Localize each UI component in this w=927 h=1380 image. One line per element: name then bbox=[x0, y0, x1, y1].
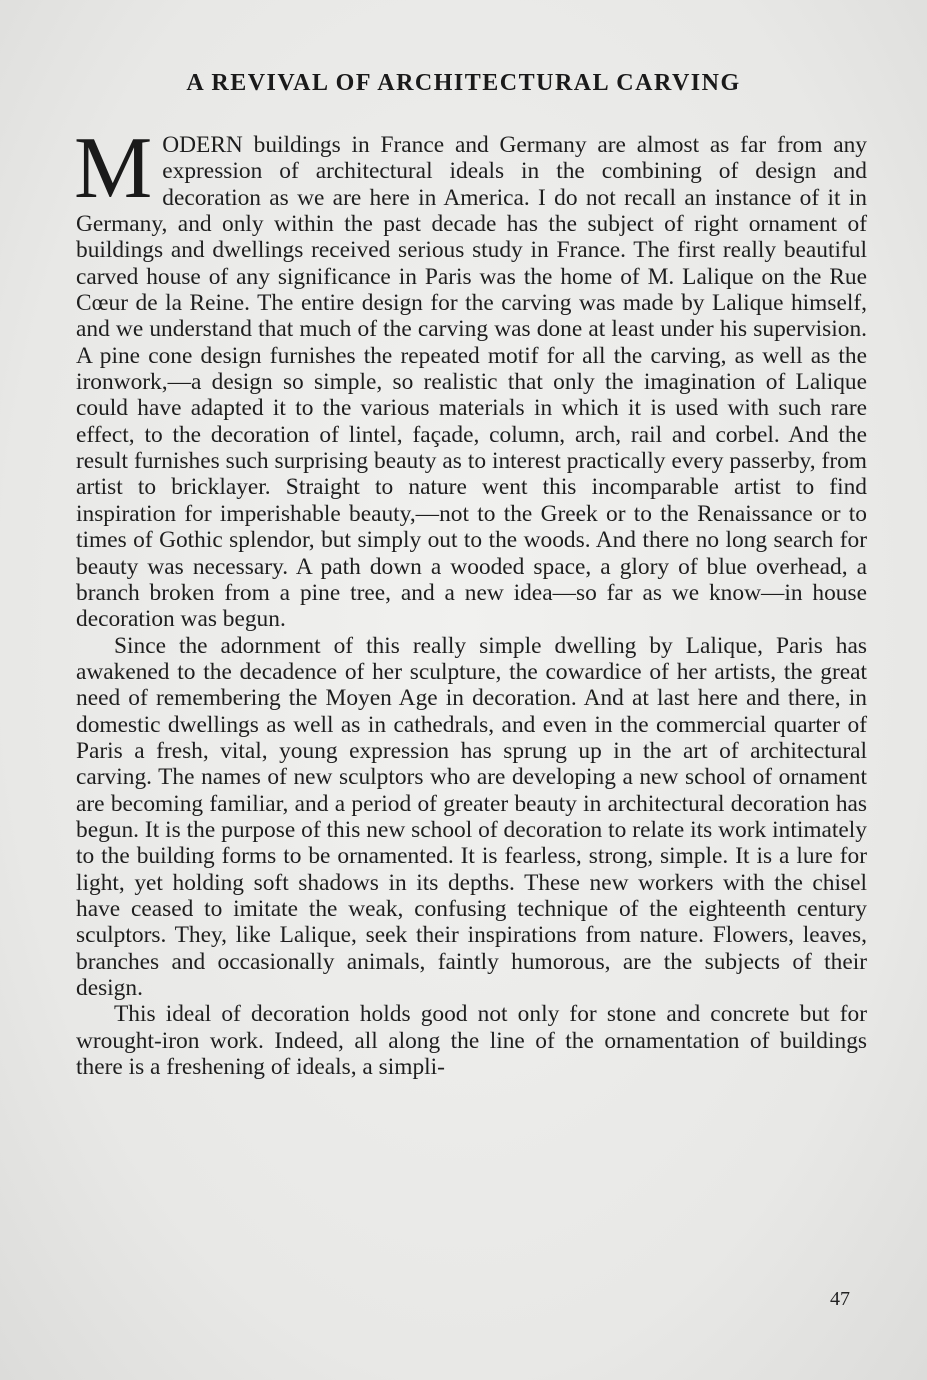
page-number: 47 bbox=[830, 1288, 850, 1310]
drop-cap: M bbox=[74, 120, 153, 217]
article-body bbox=[74, 120, 867, 1081]
paragraph-1 bbox=[74, 120, 867, 633]
paragraph-1-text: ODERN buildings in France and Germany are almost as far from any expression of architectural ideals in the combining of design and decoration as we are here in America. I do not recall an instance of it in Germany, and only within the past decade has the subject of right ornament of buildings and dwellings received serious study in France. The first really beautiful carved house of any significance in Paris was the home of M. Lalique on the Rue Cœur de la Reine. The entire design for the carving was made by Lalique himself, and we understand that much of the carving was done at least under his supervision. A pine cone design furnishes the repeated motif for all the carving, as well as the ironwork,—a design so simple, so realistic that only the imagination of Lalique could have adapted it to the various materials in which it is used with such rare effect, to the decoration of lintel, façade, column, arch, rail and corbel. And the result furnishes such surprising beauty as to interest practically every passerby, from artist to bricklayer. Straight to nature went this incomparable artist to find inspiration for imperishable beauty,—not to the Greek or to the Renaissance or to times of Gothic splendor, but simply out to the woods. And there no long search for beauty was necessary. A path down a wooded space, a glory of blue overhead, a branch broken from a pine tree, and a new idea—so far as we know—in house decoration was begun. bbox=[76, 132, 867, 633]
article-title: A REVIVAL OF ARCHITECTURAL CARVING bbox=[186, 70, 741, 96]
paragraph-3: This ideal of decoration holds good not only for stone and concrete but for wrought-iron work. Indeed, all along the line of the ornamentation of buildings there is a freshening of ideals, a simpli- bbox=[76, 1001, 867, 1081]
paragraph-2: Since the adornment of this really simple dwelling by Lalique, Paris has awakened to the decadence of her sculpture, the cowardice of her artists, the great need of remembering the Moyen Age in decoration. And at last here and there, in domestic dwellings as well as in cathedrals, and even in the commercial quarter of Paris a fresh, vital, young expression has sprung up in the art of architectural carving. The names of new sculptors who are developing a new school of ornament are becoming familiar, and a period of greater beauty in architectural decoration has begun. It is the purpose of this new school of decoration to relate its work intimately to the building forms to be ornamented. It is fearless, strong, simple. It is a lure for light, yet holding soft shadows in its depths. These new workers with the chisel have ceased to imitate the weak, confusing technique of the eighteenth century sculptors. They, like Lalique, seek their inspirations from nature. Flowers, leaves, branches and occasionally animals, faintly humorous, are the subjects of their design. bbox=[76, 632, 867, 1001]
